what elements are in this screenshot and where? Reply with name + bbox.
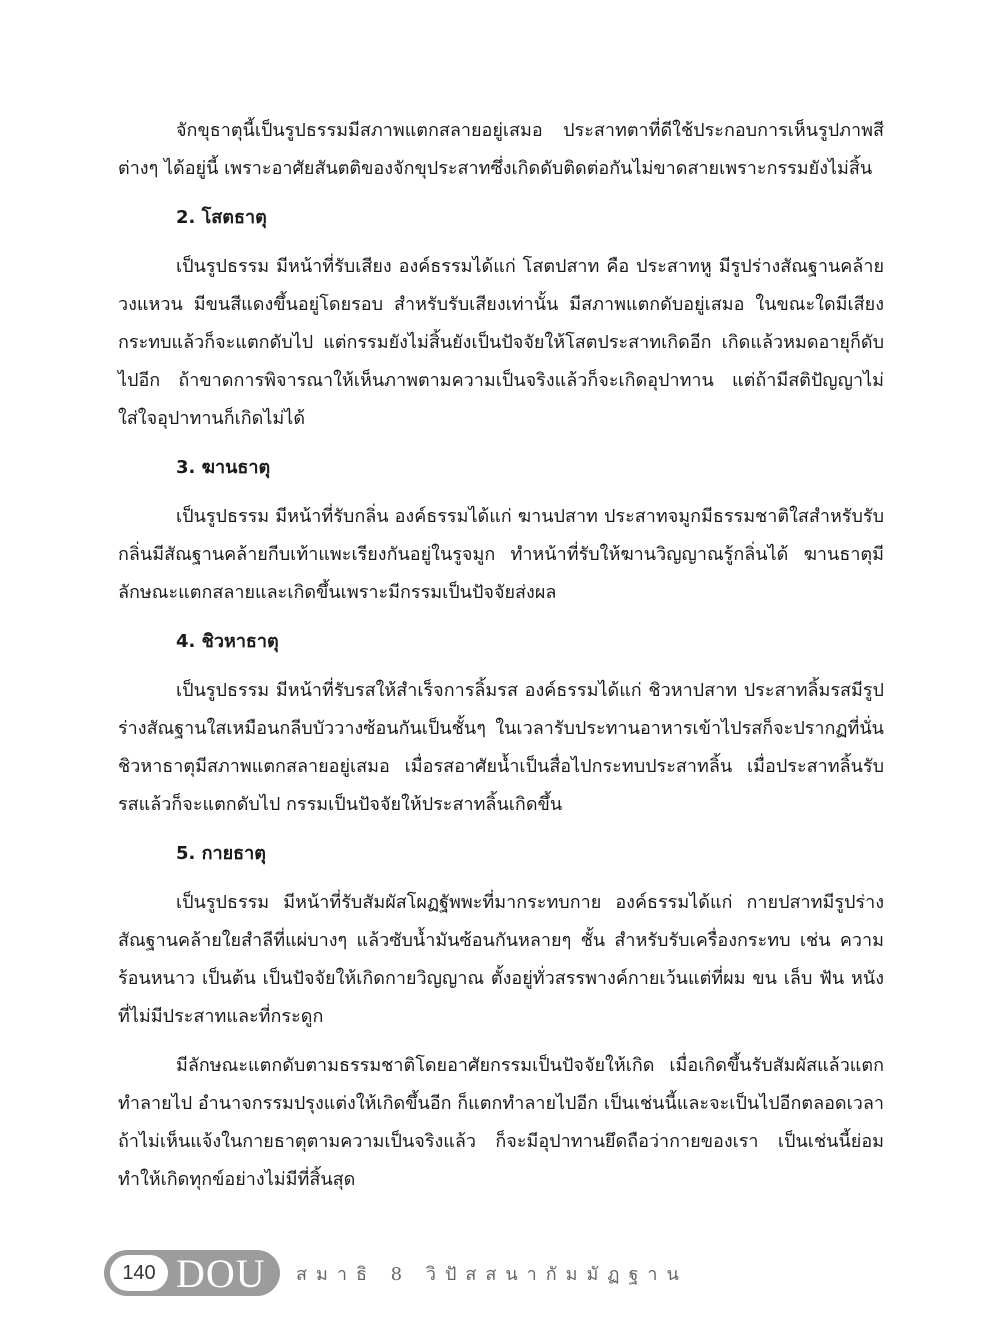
paragraph-ghana-dhatu: เป็นรูปธรรม มีหน้าที่รับกลิ่น องค์ธรรมได้แก่ ฆานปสาท ประสาทจมูกมีธรรมชาติใสสำหรับรับกลิ่นมีสัณฐานคล้ายกีบเท้าแพะเรียงกันอยู่ในรูจมูก ทำหน้าที่รับให้ฆานวิญญาณรู้กลิ่นได้ ฆานธาตุมีลักษณะแตกสลายและเกิดขึ้นเพราะมีกรรมเป็นปัจจัยส่งผล	[118, 506, 884, 603]
heading-sota-dhatu: 2. โสตธาตุ	[176, 207, 267, 228]
page-number: 140	[110, 1255, 168, 1291]
heading-ghana-dhatu: 3. ฆานธาตุ	[176, 457, 271, 478]
heading-kaya-dhatu: 5. กายธาตุ	[176, 843, 266, 864]
page-body	[118, 112, 884, 1210]
paragraph-kaya-dhatu: เป็นรูปธรรม มีหน้าที่รับสัมผัสโผฏฐัพพะที่มากระทบกาย องค์ธรรมได้แก่ กายปสาทมีรูปร่างสัณฐานคล้ายใยสำลีที่แผ่บางๆ แล้วซับน้ำมันซ้อนกันหลายๆ ชั้น สำหรับรับเครื่องกระทบ เช่น ความร้อนหนาว เป็นต้น เป็นปัจจัยให้เกิดกายวิญญาณ ตั้งอยู่ทั่วสรรพางค์กายเว้นแต่ที่ผม ขน เล็บ ฟัน หนัง ที่ไม่มีประสาทและที่กระดูก	[118, 892, 884, 1027]
paragraph-jivha-dhatu: เป็นรูปธรรม มีหน้าที่รับรสให้สำเร็จการลิ้มรส องค์ธรรมได้แก่ ชิวหาปสาท ประสาทลิ้มรสมีรูปร่างสัณฐานใสเหมือนกลีบบัววางซ้อนกันเป็นชั้นๆ ในเวลารับประทานอาหารเข้าไปรสก็จะปรากฏที่นั่น ชิวหาธาตุมีสภาพแตกสลายอยู่เสมอ เมื่อรสอาศัยน้ำเป็นสื่อไปกระทบประสาทลิ้น เมื่อประสาทลิ้นรับรสแล้วก็จะแตกดับไป กรรมเป็นปัจจัยให้ประสาทลิ้นเกิดขึ้น	[118, 680, 884, 815]
paragraph-sota-dhatu: เป็นรูปธรรม มีหน้าที่รับเสียง องค์ธรรมได้แก่ โสตปสาท คือ ประสาทหู มีรูปร่างสัณฐานคล้ายวงแหวน มีขนสีแดงขึ้นอยู่โดยรอบ สำหรับรับเสียงเท่านั้น มีสภาพแตกดับอยู่เสมอ ในขณะใดมีเสียงกระทบแล้วก็จะแตกดับไป แต่กรรมยังไม่สิ้นยังเป็นปัจจัยให้โสตประสาทเกิดอีก เกิดแล้วหมดอายุก็ดับไปอีก ถ้าขาดการพิจารณาให้เห็นภาพตามความเป็นจริงแล้วก็จะเกิดอุปาทาน แต่ถ้ามีสติปัญญาไม่ใส่ใจอุปาทานก็เกิดไม่ได้	[118, 256, 884, 429]
dou-logo: DOU	[176, 1250, 266, 1296]
paragraph-cakkhu-dhatu: จักขุธาตุนี้เป็นรูปธรรมมีสภาพแตกสลายอยู่เสมอ ประสาทตาที่ดีใช้ประกอบการเห็นรูปภาพสีต่างๆ ได้อยู่นี้ เพราะอาศัยสันตติของจักขุประสาทซึ่งเกิดดับติดต่อกันไม่ขาดสายเพราะกรรมยังไม่สิ้น	[118, 120, 884, 179]
heading-jivha-dhatu: 4. ชิวหาธาตุ	[176, 631, 279, 652]
paragraph-kaya-dhatu-characteristics: มีลักษณะแตกดับตามธรรมชาติโดยอาศัยกรรมเป็นปัจจัยให้เกิด เมื่อเกิดขึ้นรับสัมผัสแล้วแตกทำลายไป อำนาจกรรมปรุงแต่งให้เกิดขึ้นอีก ก็แตกทำลายไปอีก เป็นเช่นนี้และจะเป็นไปอีกตลอดเวลา ถ้าไม่เห็นแจ้งในกายธาตุตามความเป็นจริงแล้ว ก็จะมีอุปาทานยึดถือว่ากายของเรา เป็นเช่นนี้ย่อมทำให้เกิดทุกข์อย่างไม่มีที่สิ้นสุด	[118, 1055, 884, 1190]
page-footer	[104, 1250, 688, 1296]
dou-badge	[104, 1250, 280, 1296]
book-title: สมาธิ 8 วิปัสสนากัมมัฏฐาน	[296, 1263, 688, 1285]
